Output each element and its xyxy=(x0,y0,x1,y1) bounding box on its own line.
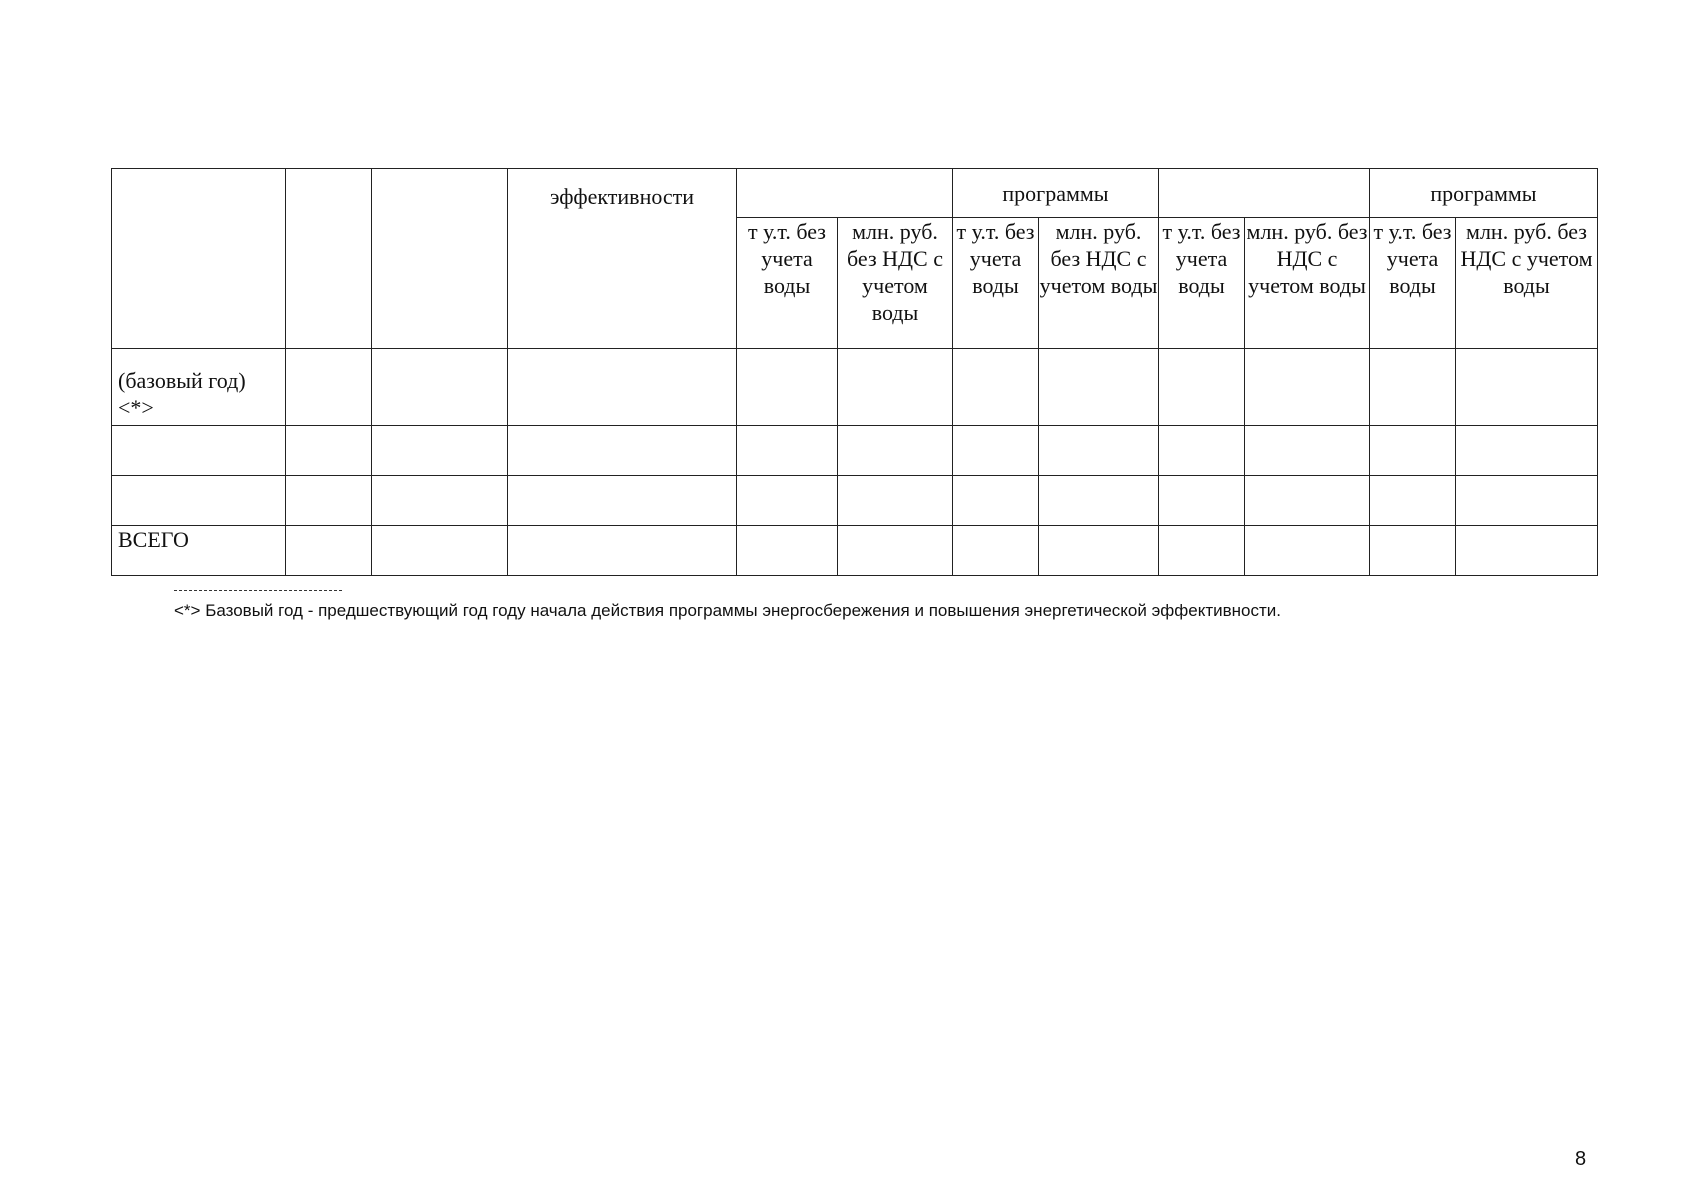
footnote-divider xyxy=(174,590,342,591)
table-cell xyxy=(838,426,953,476)
table-cell xyxy=(1456,476,1598,526)
table-cell xyxy=(953,526,1039,576)
table-cell xyxy=(372,526,508,576)
table-cell xyxy=(1159,349,1245,426)
unit-header-tut: т у.т. без учета воды xyxy=(953,218,1039,349)
table-cell xyxy=(737,426,838,476)
table-cell xyxy=(737,476,838,526)
table-cell xyxy=(838,349,953,426)
table-cell xyxy=(838,526,953,576)
unit-header-mln-rub: млн. руб. без НДС с учетом воды xyxy=(1245,218,1370,349)
table-row-base-year xyxy=(112,349,1598,426)
table-cell xyxy=(508,526,737,576)
table-cell xyxy=(286,426,372,476)
unit-header-mln-rub: млн. руб. без НДС с учетом воды xyxy=(1039,218,1159,349)
energy-efficiency-table xyxy=(111,168,1598,576)
table-cell xyxy=(112,426,286,476)
table-cell xyxy=(737,526,838,576)
table-cell xyxy=(1370,476,1456,526)
table-cell xyxy=(1159,426,1245,476)
header-row-top xyxy=(112,169,1598,218)
table-cell xyxy=(953,476,1039,526)
energy-efficiency-table-wrapper xyxy=(111,168,1597,576)
table-row-empty xyxy=(112,476,1598,526)
table-cell xyxy=(1370,526,1456,576)
table-cell xyxy=(1456,349,1598,426)
table-cell xyxy=(838,476,953,526)
table-cell xyxy=(1159,476,1245,526)
table-cell xyxy=(372,476,508,526)
table-cell xyxy=(1456,526,1598,576)
table-cell xyxy=(286,349,372,426)
table-cell xyxy=(1159,526,1245,576)
table-cell xyxy=(286,476,372,526)
header-group-3 xyxy=(1159,169,1370,218)
unit-header-tut: т у.т. без учета воды xyxy=(737,218,838,349)
table-cell xyxy=(1370,349,1456,426)
table-cell xyxy=(372,426,508,476)
table-cell xyxy=(286,526,372,576)
table-cell xyxy=(1245,426,1370,476)
page-number: 8 xyxy=(1575,1148,1587,1170)
table-cell xyxy=(1039,426,1159,476)
footnote-text: <*> Базовый год - предшествующий год году начала действия программы энергосбережения и повышения энергетической эффективности. xyxy=(174,601,1281,620)
table-cell xyxy=(372,349,508,426)
row-label-base-year: (базовый год) <*> xyxy=(118,368,246,420)
header-cell-3 xyxy=(372,169,508,349)
unit-header-mln-rub: млн. руб. без НДС с учетом воды xyxy=(1456,218,1598,349)
table-cell xyxy=(953,426,1039,476)
table-cell xyxy=(508,476,737,526)
row-label-cell xyxy=(112,349,286,426)
table-cell xyxy=(1245,349,1370,426)
unit-header-tut: т у.т. без учета воды xyxy=(1370,218,1456,349)
header-group-2: программы xyxy=(953,169,1159,218)
header-group-4: программы xyxy=(1370,169,1598,218)
table-cell xyxy=(1039,526,1159,576)
table-cell xyxy=(1245,476,1370,526)
table-cell xyxy=(112,476,286,526)
table-cell xyxy=(1039,349,1159,426)
table-cell xyxy=(508,426,737,476)
unit-header-mln-rub: млн. руб. без НДС с учетом воды xyxy=(838,218,953,349)
table-cell xyxy=(1370,426,1456,476)
table-row-empty xyxy=(112,426,1598,476)
table-cell xyxy=(737,349,838,426)
table-cell xyxy=(1039,476,1159,526)
table-cell xyxy=(508,349,737,426)
row-label-total: ВСЕГО xyxy=(118,527,189,552)
unit-header-tut: т у.т. без учета воды xyxy=(1159,218,1245,349)
header-cell-efficiency: эффективности xyxy=(508,169,737,349)
header-cell-1 xyxy=(112,169,286,349)
header-cell-2 xyxy=(286,169,372,349)
table-cell xyxy=(1245,526,1370,576)
table-cell xyxy=(1456,426,1598,476)
table-cell xyxy=(953,349,1039,426)
row-label-cell xyxy=(112,526,286,576)
header-group-1 xyxy=(737,169,953,218)
table-row-total xyxy=(112,526,1598,576)
